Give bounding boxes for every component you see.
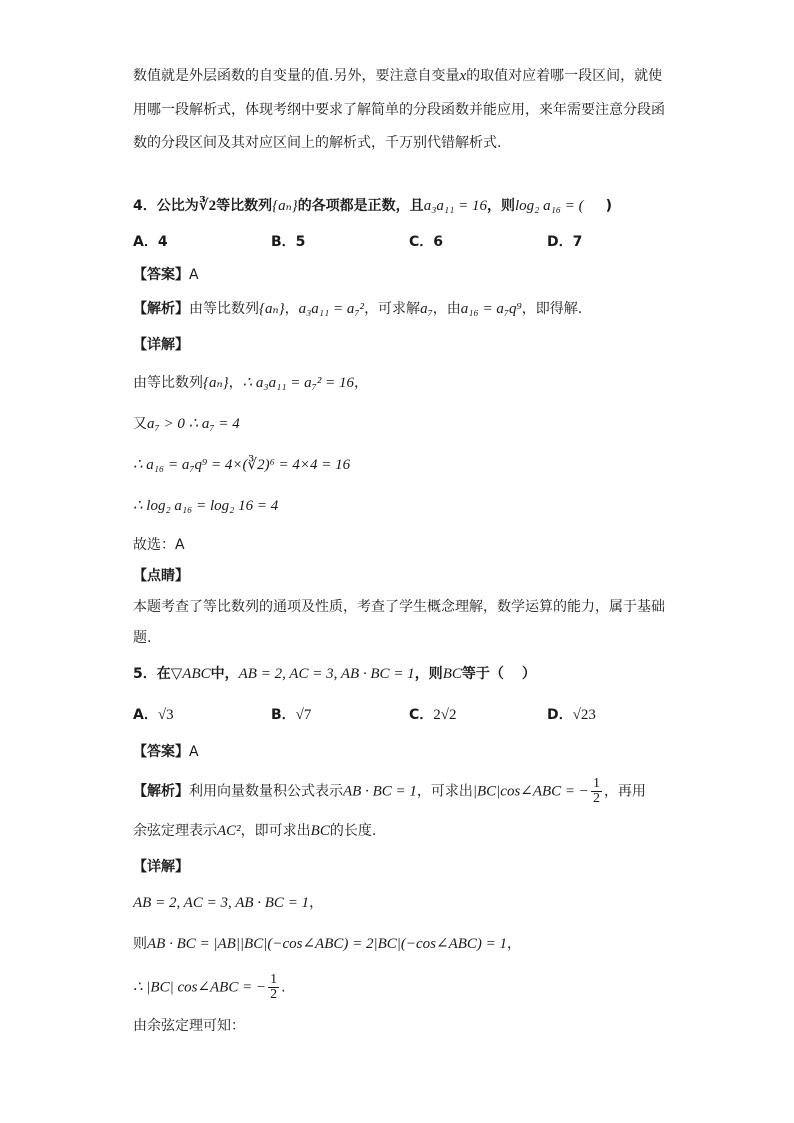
q5-analysis: 【解析】利用向量数量积公式表示AB · BC = 1，可求出|BC|cos∠ABC = − $\frac{1}{2}$ ，再用 bbox=[133, 776, 646, 806]
q4-detail-2: 又a₇ > 0 ∴ a₇ = 4 bbox=[133, 416, 240, 432]
q4-option-a: A．4 bbox=[133, 234, 168, 250]
intro-line-3: 数的分段区间及其对应区间上的解析式，千万别代错解析式. bbox=[133, 135, 502, 151]
q5-detail-4: 由余弦定理可知： bbox=[133, 1018, 245, 1034]
q4-analysis: 【解析】由等比数列{aₙ}，a₃a₁₁ = a₇²，可求解a₇，由a₁₆ = a₇q⁹，即得解. bbox=[133, 301, 583, 317]
intro-line-2: 用哪一段解析式，体现考纲中要求了解简单的分段函数并能应用，来年需要注意分段函 bbox=[133, 102, 665, 118]
q5-detail-3: ∴ |BC| cos∠ABC = − $\frac{1}{2}$ . bbox=[133, 972, 286, 1002]
q5-detail-fraction: $\frac{1}{2}$ bbox=[270, 972, 278, 1002]
q5-answer: 【答案】A bbox=[133, 744, 199, 760]
q5-detail-1: AB = 2, AC = 3, AB · BC = 1， bbox=[133, 895, 324, 911]
q5-option-c: C．2√2 bbox=[409, 707, 457, 723]
q4-comment-1: 本题考查了等比数列的通项及性质，考查了学生概念理解，数学运算的能力，属于基础 bbox=[133, 599, 665, 615]
q4-option-b: B．5 bbox=[271, 234, 306, 250]
q5-detail-tag: 【详解】 bbox=[133, 859, 189, 875]
q4-option-c: C．6 bbox=[409, 234, 444, 250]
q5-option-b: B．√7 bbox=[271, 707, 312, 723]
q5-analysis-2: 余弦定理表示AC²，即可求出BC的长度. bbox=[133, 823, 377, 839]
q4-detail-4: ∴ log₂ a₁₆ = log₂ 16 = 4 bbox=[133, 498, 279, 514]
q5-detail-2: 则AB · BC = |AB||BC|(−cos∠ABC) = 2|BC|(−cos∠ABC) = 1， bbox=[133, 936, 522, 952]
q4-detail-tag: 【详解】 bbox=[133, 337, 189, 353]
q4-detail-1: 由等比数列{aₙ}，∴ a₃a₁₁ = a₇² = 16， bbox=[133, 375, 368, 391]
q4-stem: 4．公比为∛2等比数列{aₙ}的各项都是正数，且a₃a₁₁ = 16，则log₂ a₁₆ = ( ) bbox=[133, 198, 613, 214]
q4-comment-tag: 【点睛】 bbox=[133, 568, 189, 584]
intro-line-1: 数值就是外层函数的自变量的值.另外，要注意自变量x的取值对应着哪一段区间，就使 bbox=[133, 68, 663, 84]
q4-option-d: D．7 bbox=[547, 234, 583, 250]
q5-option-a: A．√3 bbox=[133, 707, 174, 723]
q5-stem: 5．在▽ABC中，AB = 2, AC = 3, AB · BC = 1，则BC等于（ ） bbox=[133, 666, 536, 682]
q5-analysis-fraction: $\frac{1}{2}$ bbox=[592, 776, 600, 806]
q4-detail-3: ∴ a₁₆ = a₇q⁹ = 4×(∛2)⁶ = 4×4 = 16 bbox=[133, 457, 351, 473]
q4-comment-2: 题. bbox=[133, 630, 152, 646]
q4-answer: 【答案】A bbox=[133, 267, 199, 283]
q4-choose: 故选：A bbox=[133, 537, 185, 553]
q5-option-d: D．√23 bbox=[547, 707, 596, 723]
